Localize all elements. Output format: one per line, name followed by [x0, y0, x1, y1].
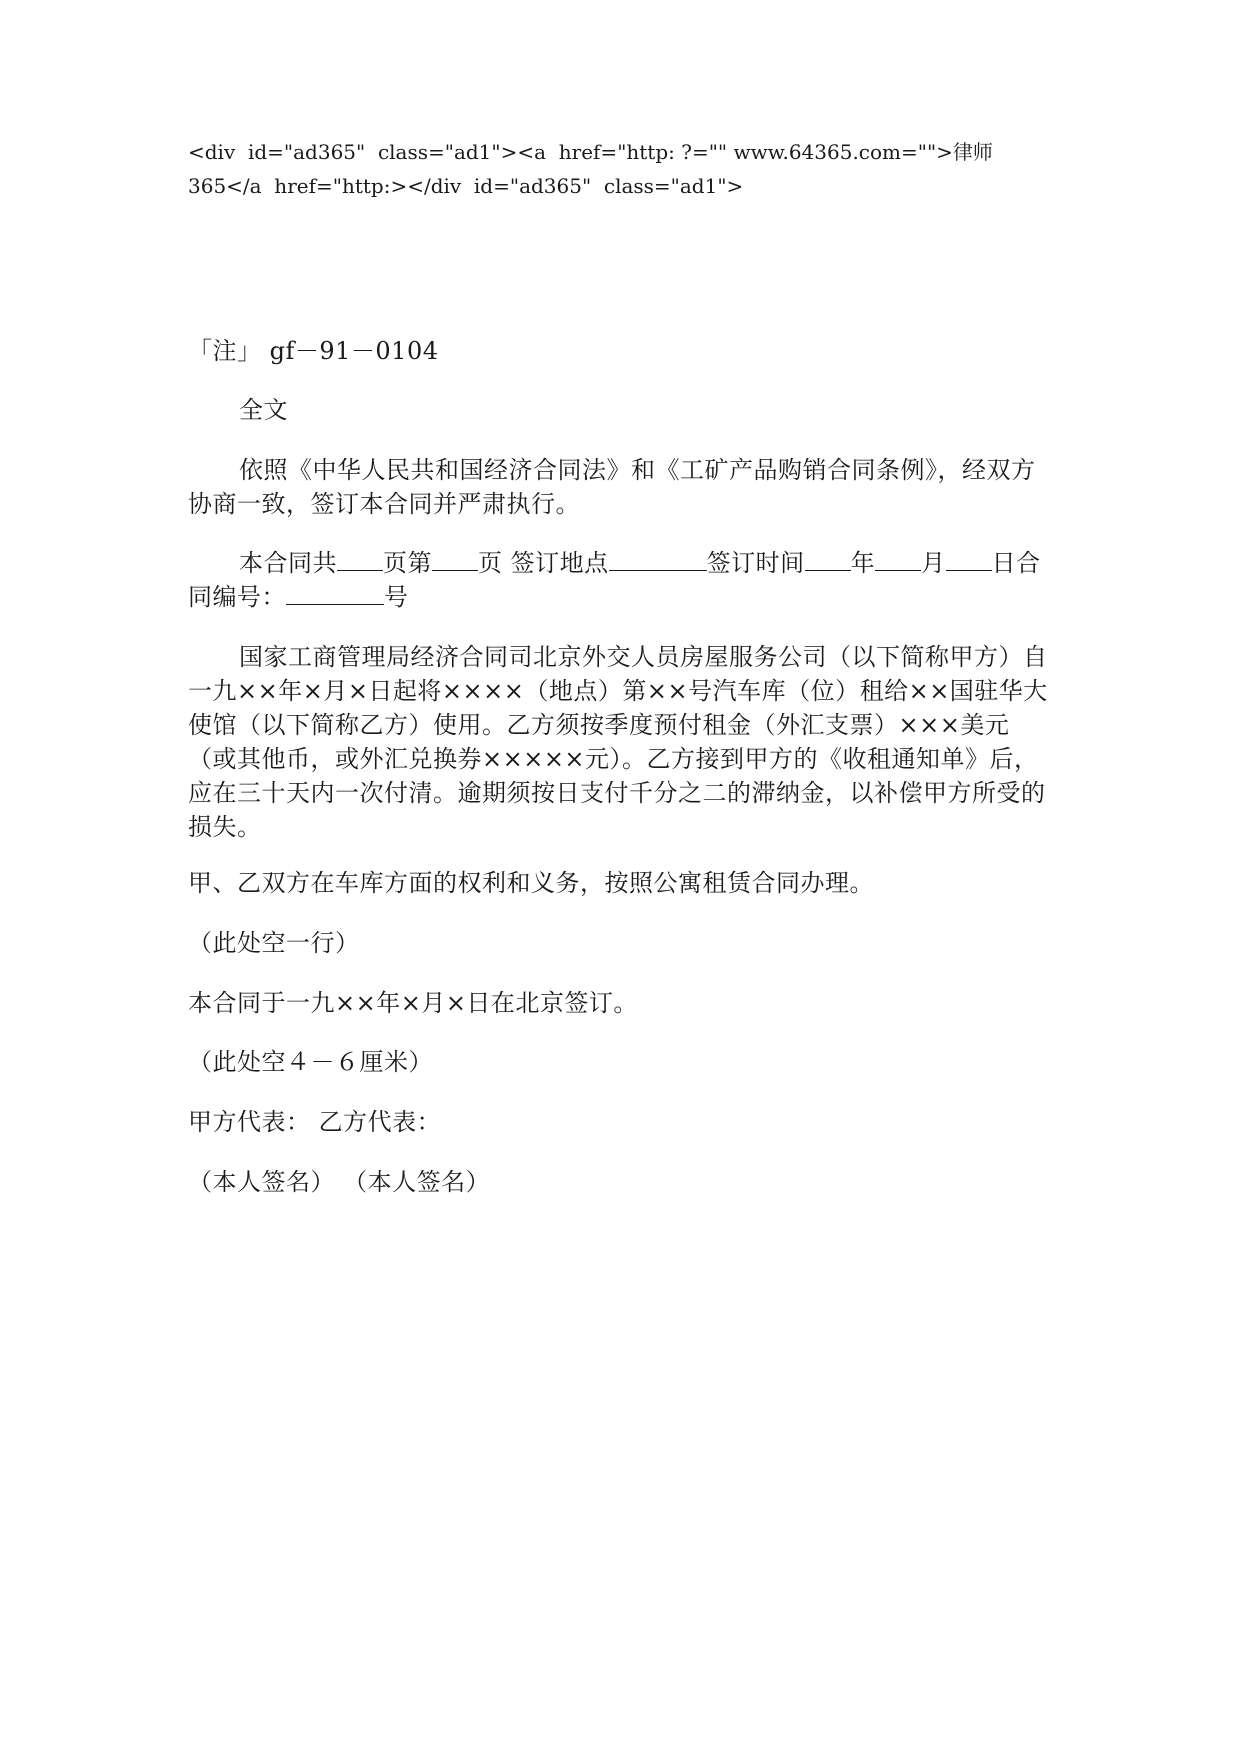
meta-total-prefix: 本合同共: [239, 549, 337, 577]
meta-page-mid: 页第: [383, 549, 432, 577]
code-line-1: <div id="ad365" class="ad1"><a href="http: ?="" www.64365.com="">律师: [188, 140, 993, 164]
meta-day: 日: [991, 549, 1017, 577]
meta-no-suffix: 号: [384, 583, 409, 611]
blank-contract-no: [286, 584, 384, 605]
contract-meta-paragraph: [188, 546, 1053, 614]
signatures-line: （本人签名） （本人签名）: [188, 1168, 491, 1196]
blank-sign-place: [609, 550, 707, 571]
blank-day: [946, 550, 992, 571]
body-paragraph: 国家工商管理局经济合同司北京外交人员房屋服务公司（以下简称甲方）自一九××年×月×日起将××××（地点）第××号汽车库（位）租给××国驻华大使馆（以下简称乙方）使用。乙方须按季度预付租金（外汇支票）×××美元（或其他币，或外汇兑换券×××××元）。乙方接到甲方的《收租通知单》后，应在三十天内一次付清。逾期须按日支付千分之二的滞纳金，以补偿甲方所受的损失。: [188, 643, 1048, 841]
blank-total-pages: [337, 550, 383, 571]
representatives-line: 甲方代表： 乙方代表：: [188, 1108, 442, 1136]
intro-paragraph: 依照《中华人民共和国经济合同法》和《工矿产品购销合同条例》，经双方协商一致，签订本合同并严肃执行。: [188, 456, 1036, 518]
code-line-2: 365</a href="http:></div id="ad365" class="ad1">: [188, 174, 744, 198]
meta-sign-time: 签订时间: [706, 549, 805, 577]
blank-year: [805, 550, 851, 571]
blank-page-number: [432, 550, 478, 571]
rights-paragraph: 甲、乙双方在车库方面的权利和义务，按照公寓租赁合同办理。: [188, 869, 874, 897]
blank-line-note: （此处空一行）: [188, 929, 360, 957]
blank-month: [875, 550, 921, 571]
signed-date: 本合同于一九××年×月×日在北京签订。: [188, 989, 638, 1017]
fulltext-label: 全文: [239, 396, 288, 424]
meta-year: 年: [850, 549, 876, 577]
meta-contract-no: 合同编号：: [188, 549, 1041, 611]
meta-page-end: 页 签订地点: [478, 549, 609, 577]
blank-space-note: （此处空４－６厘米）: [188, 1048, 433, 1076]
meta-month: 月: [921, 549, 946, 577]
note-line: 「注」 gf－91－0104: [188, 337, 439, 365]
